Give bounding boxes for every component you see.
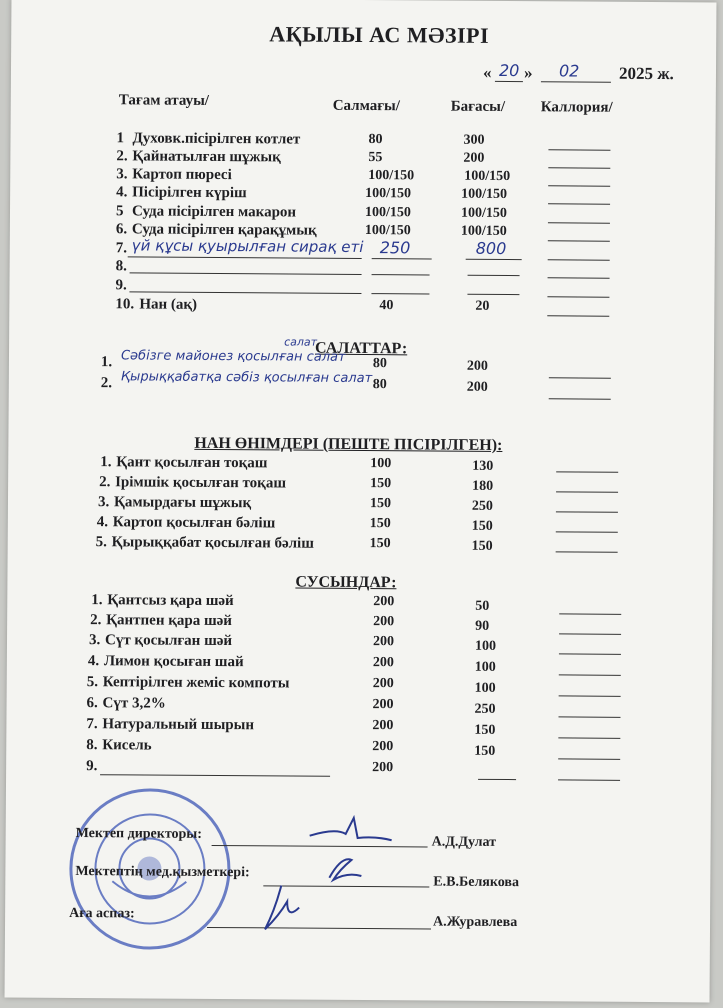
drink-item-weight: 200 xyxy=(373,594,395,610)
menu-sheet xyxy=(5,0,717,1002)
blank-line xyxy=(556,511,618,512)
blank-line xyxy=(129,291,361,294)
bread-item-name: Қант қосылған тоқаш xyxy=(116,454,268,472)
blank-line xyxy=(549,398,611,399)
main-item-price: 100/150 xyxy=(464,168,511,185)
bread-item-number: 4. xyxy=(96,514,109,531)
salads-title: САЛАТТАР: xyxy=(314,339,408,358)
drink-item-name: Кисель xyxy=(102,737,152,754)
blank-line xyxy=(371,293,429,294)
drink-item-number: 7. xyxy=(86,716,98,733)
main-item-weight: 100/150 xyxy=(364,223,411,239)
signature-name-chef: А.Журавлева xyxy=(433,914,518,931)
drink-item-weight: 200 xyxy=(373,614,395,630)
blank-line xyxy=(128,256,362,259)
bread-item-name: Ірімшік қосылған тоқаш xyxy=(115,474,287,492)
drink-item-name: Қантсыз қара шәй xyxy=(107,592,234,610)
drink-item-price: 150 xyxy=(474,743,496,759)
blank-line xyxy=(548,167,610,168)
blank-line xyxy=(548,185,610,186)
director-signature-scribble xyxy=(306,814,396,855)
drink-item-price: 250 xyxy=(474,701,496,717)
header-calorie: Каллория/ xyxy=(540,99,613,116)
drink-item-weight: 200 xyxy=(372,697,394,713)
bread-item-weight: 150 xyxy=(369,536,391,552)
main-item-number: 9. xyxy=(115,277,127,294)
drink-item-name: Натуральный шырын xyxy=(102,716,255,734)
main-item-number: 5 xyxy=(115,203,124,220)
blank-line xyxy=(130,272,362,275)
blank-line xyxy=(556,531,618,532)
main-item-number: 4. xyxy=(116,184,128,201)
main-item-price: 200 xyxy=(463,150,485,166)
salad-item-name: Қырыққабатқа сәбіз қосылған салат xyxy=(120,369,373,387)
bread-item-weight: 150 xyxy=(369,496,392,512)
drink-item-name: Қантпен қара шәй xyxy=(106,612,232,630)
drink-item-weight: 200 xyxy=(372,718,394,734)
main-item-name: Духовк.пісірілген котлет xyxy=(132,130,301,148)
main-item-name: Картоп пюресі xyxy=(132,166,232,184)
main-item-price: 300 xyxy=(463,132,485,148)
date-year: 2025 ж. xyxy=(618,63,674,84)
drinks-title: СУСЫНДАР: xyxy=(295,573,397,592)
blank-line xyxy=(559,633,621,634)
main-item-name: үй құсы қуырылған сирақ еті xyxy=(131,236,364,257)
header-price: Бағасы/ xyxy=(450,98,506,115)
bread-item-weight: 100 xyxy=(370,456,392,472)
drink-item-price: 100 xyxy=(474,638,497,654)
salads-hand-note: салат xyxy=(284,335,318,349)
drink-item-price: 90 xyxy=(475,618,490,634)
header-weight: Салмағы/ xyxy=(332,97,400,115)
main-item-number: 6. xyxy=(115,221,128,238)
blank-line xyxy=(372,274,430,275)
drink-item-weight: 200 xyxy=(372,760,394,776)
page-title: АҚЫЛЫ АС МӘЗІРІ xyxy=(269,21,490,48)
main-item-price: 800 xyxy=(475,238,507,259)
bread-item-weight: 150 xyxy=(369,516,391,532)
blank-line xyxy=(559,695,621,696)
blank-line xyxy=(559,674,621,675)
main-item-name: Нан (ақ) xyxy=(139,296,198,313)
drink-item-name: Лимон қосыған шай xyxy=(103,653,244,671)
main-item-number: 3. xyxy=(116,166,128,183)
main-item-name: Қайнатылған шұжық xyxy=(132,148,281,166)
bread-item-name: Картоп қосылған бәліш xyxy=(112,514,276,532)
blank-line xyxy=(548,240,610,241)
blank-line xyxy=(559,653,621,654)
main-item-weight: 40 xyxy=(379,298,394,314)
blank-line xyxy=(548,277,610,278)
main-item-weight: 250 xyxy=(379,238,411,258)
drink-item-number: 8. xyxy=(86,737,98,754)
blank-line xyxy=(466,259,522,260)
main-item-number: 8. xyxy=(115,258,127,275)
bread-item-number: 2. xyxy=(99,474,111,491)
main-item-name: Суда пісірілген макарон xyxy=(131,203,297,221)
bread-item-weight: 150 xyxy=(370,476,392,492)
drink-item-number: 9. xyxy=(86,758,98,775)
bread-item-name: Қамырдағы шұжық xyxy=(113,494,252,512)
blank-line xyxy=(100,774,330,777)
medic-signature-scribble xyxy=(321,850,371,886)
blank-line xyxy=(548,259,610,260)
drink-item-name: Сүт 3,2% xyxy=(102,695,166,712)
signature-name-director: А.Д.Дулат xyxy=(431,834,497,850)
drink-item-price: 100 xyxy=(474,680,496,696)
salad-item-price: 200 xyxy=(466,379,488,395)
drink-item-weight: 200 xyxy=(372,739,394,755)
drink-item-price: 50 xyxy=(475,598,490,614)
main-item-number: 7. xyxy=(115,240,128,257)
main-item-price: 100/150 xyxy=(461,186,508,203)
drink-item-name: Сүт қосылған шәй xyxy=(104,632,233,650)
date-month: 02 xyxy=(558,61,580,81)
blank-line xyxy=(558,716,620,717)
main-item-weight: 55 xyxy=(368,150,383,166)
blank-line xyxy=(547,315,609,316)
main-item-price: 20 xyxy=(475,298,490,314)
main-item-weight: 80 xyxy=(368,132,383,148)
date-quote-close: » xyxy=(523,63,533,83)
drink-item-number: 5. xyxy=(86,674,99,691)
blank-line xyxy=(559,613,621,614)
signature-role-director: Мектеп директоры: xyxy=(75,826,202,842)
drink-item-price: 150 xyxy=(474,722,496,738)
bread-item-price: 150 xyxy=(471,518,493,534)
main-item-number: 1 xyxy=(116,130,125,147)
drink-item-number: 1. xyxy=(91,592,103,609)
main-item-number: 10. xyxy=(115,296,135,313)
blank-line xyxy=(556,491,618,492)
drink-item-weight: 200 xyxy=(372,634,395,650)
salad-item-number: 2. xyxy=(100,375,113,392)
bread-item-name: Қырыққабат қосылған бәліш xyxy=(111,534,314,552)
main-item-weight: 100/150 xyxy=(364,205,411,221)
signature-role-chef: Аға аспаз: xyxy=(69,905,135,922)
blank-line xyxy=(372,258,432,259)
bread-item-price: 180 xyxy=(472,478,494,494)
bread-item-number: 5. xyxy=(95,534,108,551)
blank-line xyxy=(556,551,618,552)
signature-role-medic: Мектептің мед.қызметкері: xyxy=(75,864,250,881)
drink-item-name: Кептірілген жеміс компоты xyxy=(102,674,290,692)
bread-item-number: 3. xyxy=(97,494,110,511)
main-item-name: Пісірілген күріш xyxy=(132,184,247,202)
drink-item-price: 100 xyxy=(474,659,496,675)
main-item-name: Суда пісірілген қарақұмық xyxy=(131,221,317,239)
main-item-weight: 100/150 xyxy=(365,186,412,202)
drink-item-number: 2. xyxy=(90,612,102,629)
main-item-number: 2. xyxy=(116,148,128,165)
blank-line xyxy=(558,758,620,759)
blank-line xyxy=(558,737,620,738)
drink-item-weight: 200 xyxy=(372,655,394,671)
bread-item-number: 1. xyxy=(100,454,112,471)
drink-item-number: 3. xyxy=(88,632,101,649)
blank-line xyxy=(467,294,519,295)
bread-title: НАН ӨНІМДЕРІ (ПЕШТЕ ПІСІРІЛГЕН): xyxy=(194,434,503,454)
drink-item-weight: 200 xyxy=(372,676,394,692)
blank-line xyxy=(549,377,611,378)
blank-line xyxy=(547,296,609,297)
blank-line xyxy=(548,222,610,223)
salad-item-weight: 80 xyxy=(372,377,387,393)
blank-line xyxy=(468,275,520,276)
bread-item-price: 250 xyxy=(471,498,494,514)
signature-name-medic: Е.В.Белякова xyxy=(433,874,520,891)
blank-line xyxy=(548,203,610,204)
date-quote-open: « xyxy=(482,62,492,82)
blank-line xyxy=(556,471,618,472)
main-item-price: 100/150 xyxy=(460,205,507,222)
salad-item-price: 200 xyxy=(466,358,488,374)
main-item-weight: 100/150 xyxy=(368,168,415,184)
header-name: Тағам атауы/ xyxy=(118,92,210,109)
salad-item-weight: 80 xyxy=(372,356,388,372)
bread-item-price: 150 xyxy=(471,538,493,554)
main-item-price: 100/150 xyxy=(460,223,507,240)
drink-item-number: 4. xyxy=(87,653,100,670)
salad-item-number: 1. xyxy=(100,354,113,371)
blank-line xyxy=(478,779,516,780)
blank-line xyxy=(548,149,610,150)
drink-item-number: 6. xyxy=(86,695,98,712)
salad-item-name: Сәбізге майонез қосылған салат xyxy=(120,348,346,365)
blank-line xyxy=(558,779,620,780)
bread-item-price: 130 xyxy=(472,458,494,474)
chef-signature-scribble xyxy=(251,879,311,939)
date-day: 20 xyxy=(498,60,520,81)
